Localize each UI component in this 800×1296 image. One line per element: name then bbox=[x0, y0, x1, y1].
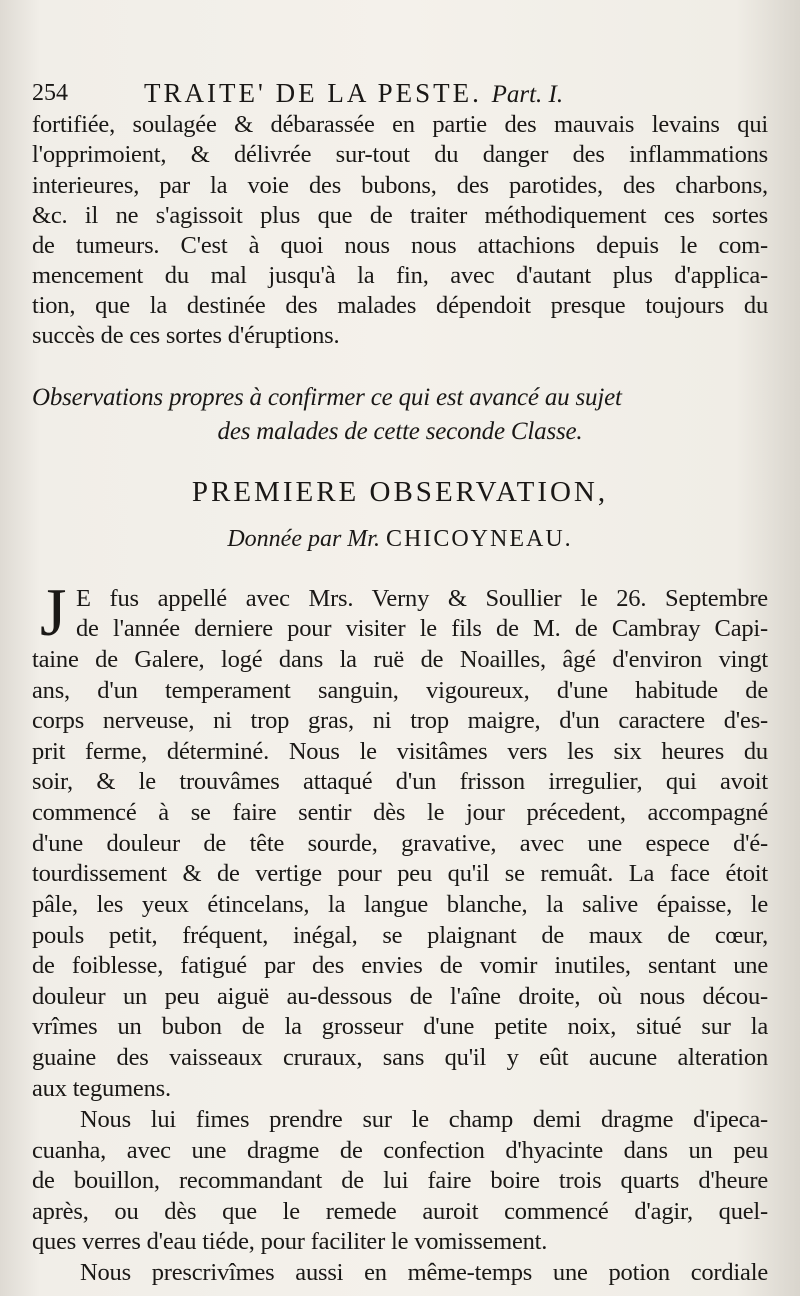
text-line: de tumeurs. C'est à quoi nous nous attachions depuis le com- bbox=[32, 232, 768, 259]
byline-name: CHICOYNEAU. bbox=[385, 526, 573, 552]
text-line: mencement du mal jusqu'à la fin, avec d'autant plus d'applica- bbox=[32, 262, 768, 289]
observation-title: PREMIERE OBSERVATION, bbox=[191, 476, 609, 508]
text-line: E fus appellé avec Mrs. Verny & Soullier le 26. Septembre bbox=[76, 585, 768, 612]
text-line: d'une douleur de tête sourde, gravative, avec une espece d'é- bbox=[32, 830, 768, 857]
text-line: prit ferme, déterminé. Nous le visitâmes vers les six heures du bbox=[32, 738, 768, 765]
running-header bbox=[32, 76, 668, 110]
byline-prefix: Donnée par Mr. bbox=[227, 526, 380, 552]
text-line: ques verres d'eau tiéde, pour faciliter le vomissement. bbox=[32, 1228, 548, 1255]
text-line: l'opprimoient, & délivrée sur-tout du danger des inflammations bbox=[32, 141, 768, 168]
running-title-text: TRAITE' DE LA PESTE. bbox=[144, 78, 482, 108]
text-line: taine de Galere, logé dans la ruë de Noailles, âgé d'environ vingt bbox=[32, 646, 768, 673]
text-line: Nous lui fimes prendre sur le champ demi dragme d'ipeca- bbox=[80, 1106, 768, 1133]
text-line: &c. il ne s'agissoit plus que de traiter méthodiquement ces sortes bbox=[32, 202, 768, 229]
text-line: corps nerveuse, ni trop gras, ni trop maigre, d'un caractere d'es- bbox=[32, 707, 768, 734]
text-line: succès de ces sortes d'éruptions. bbox=[32, 322, 340, 349]
text-line: tion, que la destinée des malades dépendoit presque toujours du bbox=[32, 292, 768, 319]
text-line: de l'année derniere pour visiter le fils de M. de Cambray Capi- bbox=[76, 615, 768, 642]
running-title bbox=[144, 76, 563, 112]
drop-cap: J bbox=[40, 574, 67, 650]
text-line: Nous prescrivîmes aussi en même-temps une potion cordiale bbox=[80, 1259, 768, 1286]
section-heading-line: Observations propres à confirmer ce qui est avancé au sujet bbox=[32, 384, 622, 411]
text-line: de foiblesse, fatigué par des envies de vomir inutiles, sentant une bbox=[32, 952, 768, 979]
text-line: après, ou dès que le remede auroit commencé d'agir, quel- bbox=[32, 1198, 768, 1225]
page-number: 254 bbox=[32, 80, 68, 106]
text-line: soir, & le trouvâmes attaqué d'un frisson irregulier, qui avoit bbox=[32, 768, 768, 795]
part-label: Part. I. bbox=[491, 81, 564, 108]
text-line: tourdissement & de vertige pour peu qu'il se remuât. La face étoit bbox=[32, 860, 768, 887]
text-line: guaine des vaisseaux cruraux, sans qu'il y eût aucune alteration bbox=[32, 1044, 768, 1071]
text-line: douleur un peu aiguë au-dessous de l'aîne droite, où nous décou- bbox=[32, 983, 768, 1010]
observation-byline bbox=[32, 524, 768, 554]
text-line: ans, d'un temperament sanguin, vigoureux, d'une habitude de bbox=[32, 677, 768, 704]
text-line: fortifiée, soulagée & débarassée en partie des mauvais levains qui bbox=[32, 111, 768, 138]
text-line: pouls petit, fréquent, inégal, se plaignant de maux de cœur, bbox=[32, 922, 768, 949]
text-line: pâle, les yeux étincelans, la langue blanche, la salive épaisse, le bbox=[32, 891, 768, 918]
text-line: cuanha, avec une dragme de confection d'hyacinte dans un peu bbox=[32, 1137, 768, 1164]
text-line: interieures, par la voie des bubons, des parotides, des charbons, bbox=[32, 172, 768, 199]
text-line: aux tegumens. bbox=[32, 1075, 171, 1102]
section-heading-line: des malades de cette seconde Classe. bbox=[217, 418, 583, 445]
text-line: commencé à se faire sentir dès le jour précedent, accompagné bbox=[32, 799, 768, 826]
text-line: vrîmes un bubon de la grosseur d'une petite noix, situé sur la bbox=[32, 1013, 768, 1040]
text-line: de bouillon, recommandant de lui faire boire trois quarts d'heure bbox=[32, 1167, 768, 1194]
